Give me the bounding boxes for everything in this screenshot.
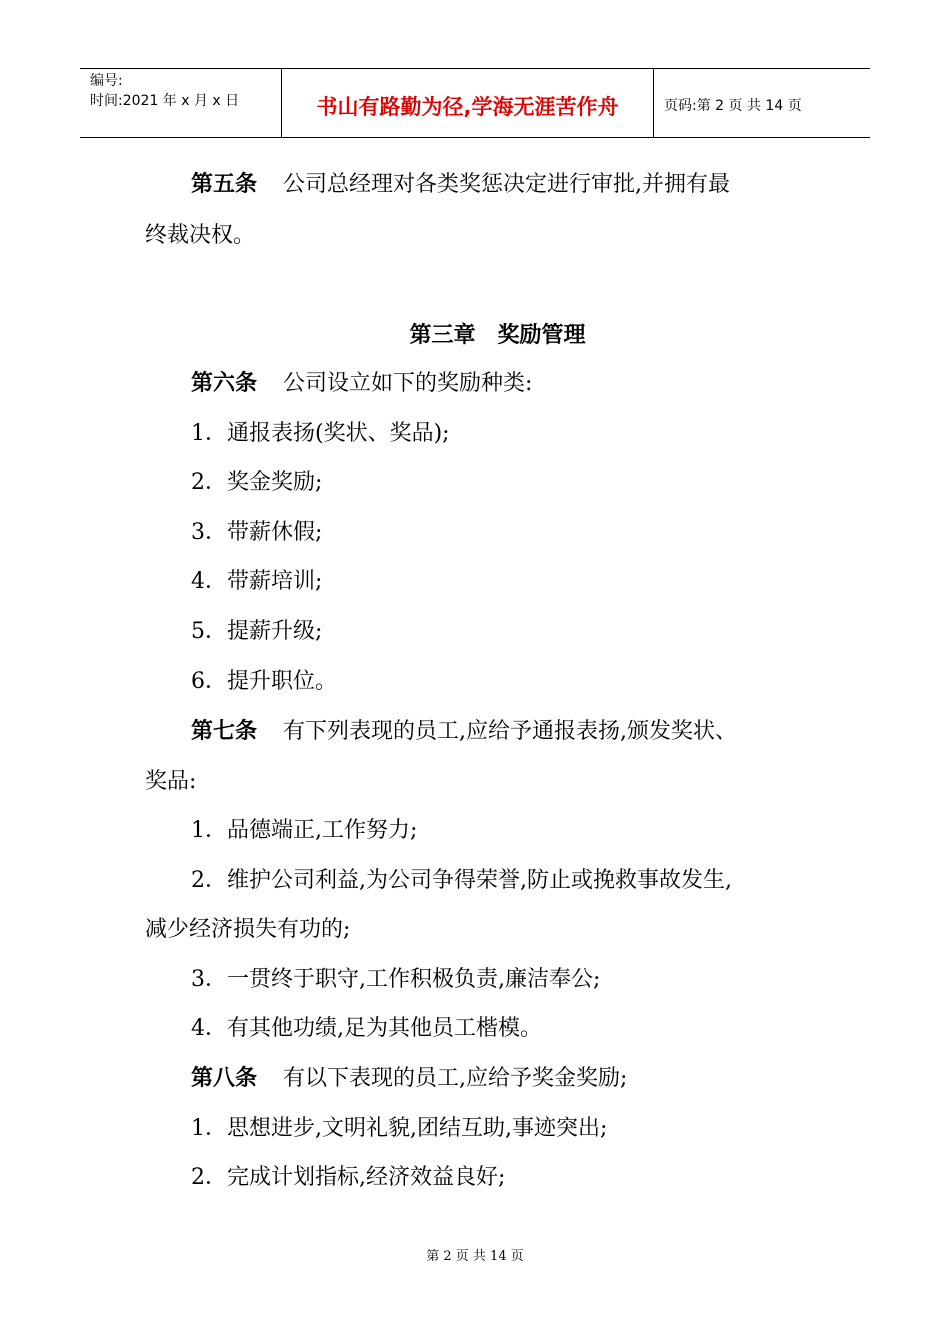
list-item: 1．思想进步,文明礼貌,团结互助,事迹突出; [191, 1116, 608, 1141]
page-header [80, 68, 870, 138]
article-text: 公司总经理对各类奖惩决定进行审批,并拥有最 [283, 172, 731, 197]
paragraph-line: 奖品: [145, 769, 197, 794]
list-item: 1．通报表扬(奖状、奖品); [191, 421, 450, 446]
header-motto: 书山有路勤为径,学海无涯苦作舟 [282, 69, 654, 137]
list-item: 2．维护公司利益,为公司争得荣誉,防止或挽救事故发生, [191, 868, 732, 893]
list-item: 4．有其他功绩,足为其他员工楷模。 [191, 1016, 542, 1041]
article-text: 有以下表现的员工,应给予奖金奖励; [283, 1066, 628, 1091]
list-item: 2．奖金奖励; [191, 470, 323, 495]
list-item: 5．提薪升级; [191, 619, 323, 644]
page-footer: 第 2 页 共 14 页 [426, 1249, 524, 1264]
article-8 [191, 1063, 627, 1095]
list-item: 6．提升职位。 [191, 669, 337, 694]
header-page-info: 页码:第 2 页 共 14 页 [664, 98, 802, 114]
list-item: 3．一贯终于职守,工作积极负责,廉洁奉公; [191, 967, 601, 992]
article-title: 第六条 [191, 371, 258, 396]
paragraph-line: 终裁决权。 [145, 223, 256, 248]
list-item: 4．带薪培训; [191, 569, 323, 594]
header-time: 时间:2021 年 x 月 x 日 [90, 93, 240, 109]
article-title: 第八条 [191, 1066, 258, 1091]
article-5 [191, 169, 730, 201]
article-6 [191, 368, 532, 400]
article-text: 公司设立如下的奖励种类: [283, 371, 533, 396]
article-text: 有下列表现的员工,应给予通报表扬,颁发奖状、 [283, 719, 738, 744]
list-item: 3．带薪休假; [191, 520, 323, 545]
list-item: 1．品德端正,工作努力; [191, 818, 418, 843]
article-title: 第七条 [191, 719, 258, 744]
header-meta [80, 69, 282, 137]
list-item: 2．完成计划指标,经济效益良好; [191, 1165, 506, 1190]
chapter-heading: 第三章 奖励管理 [409, 323, 586, 348]
header-number: 编号: [90, 73, 123, 89]
article-title: 第五条 [191, 172, 258, 197]
paragraph-line: 减少经济损失有功的; [145, 917, 351, 942]
article-7 [191, 716, 737, 748]
